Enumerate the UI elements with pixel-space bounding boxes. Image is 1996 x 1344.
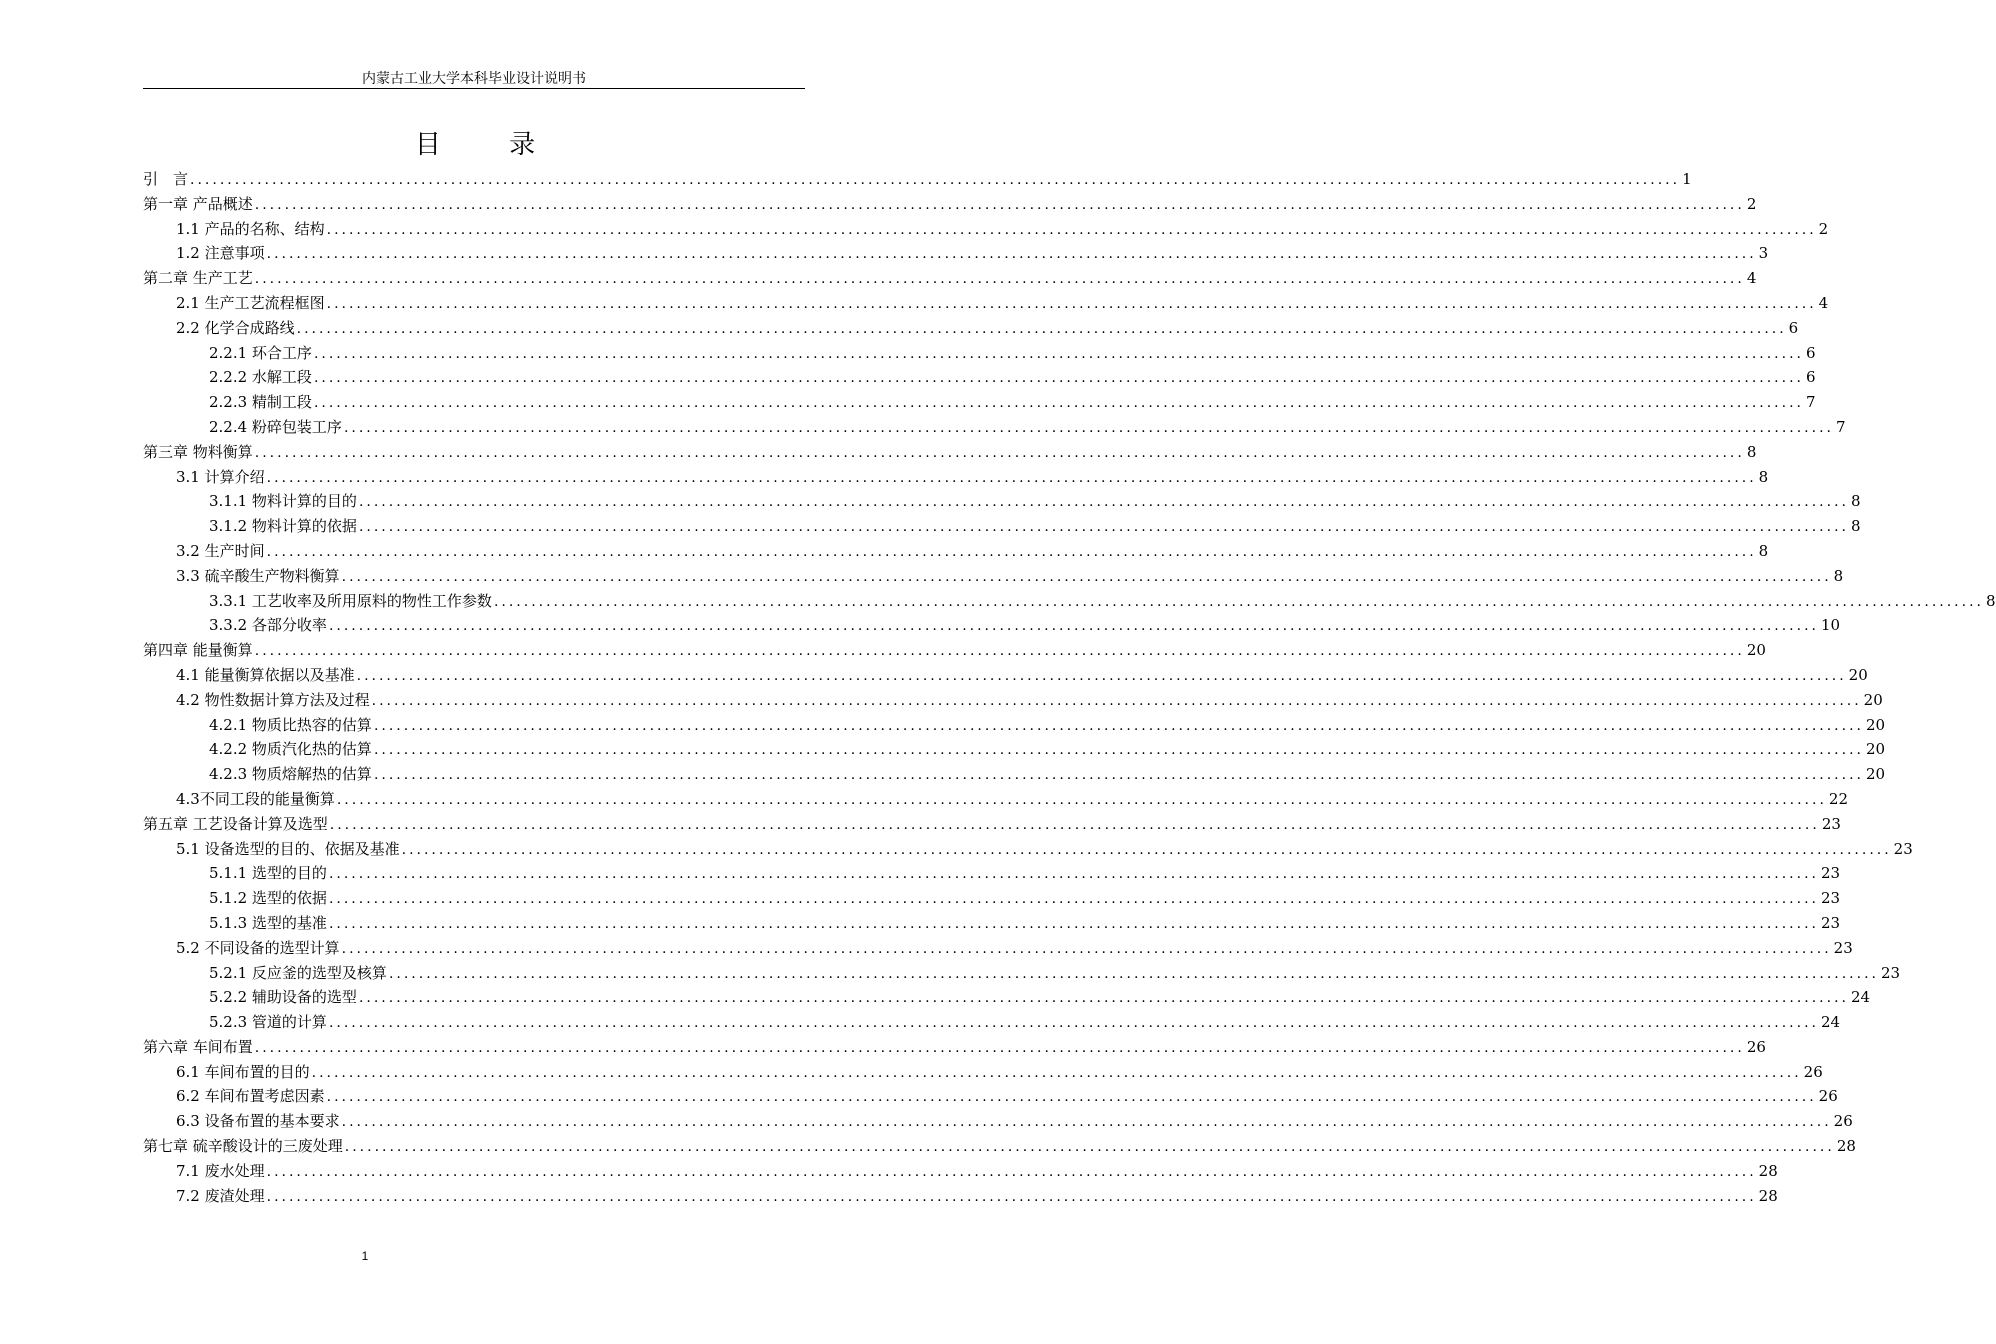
toc-dot-leader: ........................................................................................................................................................................................................ — [266, 1188, 1757, 1205]
toc-entry-page: 22 — [1828, 789, 1848, 808]
toc-dot-leader: ........................................................................................................................................................................................................ — [336, 791, 1827, 808]
header-rule — [143, 88, 805, 89]
toc-entry-label: 5.1.3 选型的基准 — [209, 913, 327, 932]
toc-entry-page: 3 — [1758, 244, 1769, 263]
toc-entry-label: 引 言 — [143, 170, 189, 188]
toc-entry-page: 26 — [1818, 1087, 1838, 1106]
toc-entry[interactable] — [143, 168, 1692, 193]
toc-entry-page: 2 — [1818, 219, 1829, 238]
toc-dot-leader: ........................................................................................................................................................................................................ — [373, 717, 1864, 734]
toc-dot-leader: ........................................................................................................................................................................................................ — [358, 494, 1849, 511]
toc-dot-leader: ........................................................................................................................................................................................................ — [328, 866, 1819, 883]
toc-entry-label: 4.1 能量衡算依据以及基准 — [176, 665, 355, 684]
toc-entry-page: 8 — [1746, 442, 1757, 461]
toc-dot-leader: ........................................................................................................................................................................................................ — [341, 568, 1832, 585]
toc-entry-page: 4 — [1818, 293, 1829, 312]
toc-entry[interactable] — [143, 838, 1913, 863]
toc-dot-leader: ........................................................................................................................................................................................................ — [358, 990, 1849, 1007]
toc-entry-label: 第六章 车间布置 — [143, 1037, 253, 1056]
toc-entry-label: 3.2 生产时间 — [176, 541, 265, 560]
toc-entry[interactable] — [143, 218, 1829, 243]
toc-entry-label: 3.3.2 各部分收率 — [209, 616, 327, 635]
toc-entry-page: 23 — [1820, 864, 1841, 883]
toc-dot-leader: ........................................................................................................................................................................................................ — [356, 667, 1847, 684]
toc-dot-leader: ........................................................................................................................................................................................................ — [190, 172, 1681, 188]
toc-entry-page: 2 — [1746, 194, 1757, 213]
toc-dot-leader: ........................................................................................................................................................................................................ — [266, 469, 1757, 486]
toc-dot-leader: ........................................................................................................................................................................................................ — [313, 345, 1804, 362]
toc-dot-leader: ........................................................................................................................................................................................................ — [254, 271, 1745, 288]
toc-entry[interactable] — [143, 664, 1868, 689]
toc-entry-page: 10 — [1820, 616, 1841, 635]
toc-entry-page: 23 — [1820, 913, 1841, 932]
toc-dot-leader: ........................................................................................................................................................................................................ — [344, 1139, 1835, 1156]
toc-dot-leader: ........................................................................................................................................................................................................ — [328, 618, 1819, 635]
toc-entry[interactable] — [143, 1135, 1856, 1160]
toc-entry[interactable] — [143, 614, 1841, 639]
toc-entry[interactable] — [143, 862, 1841, 887]
toc-entry-label: 5.1.1 选型的目的 — [209, 864, 327, 883]
toc-entry[interactable] — [143, 738, 1886, 763]
toc-entry[interactable] — [143, 193, 1757, 218]
toc-entry-label: 2.2.1 环合工序 — [209, 343, 312, 362]
toc-entry-page: 26 — [1746, 1037, 1766, 1056]
toc-entry-label: 4.2.3 物质熔解热的估算 — [209, 765, 372, 784]
toc-entry-label: 7.2 废渣处理 — [176, 1186, 265, 1205]
toc-dot-leader: ........................................................................................................................................................................................................ — [329, 816, 1820, 833]
toc-entry-label: 5.1.2 选型的依据 — [209, 889, 327, 908]
toc-entry-label: 5.2.3 管道的计算 — [209, 1013, 327, 1032]
toc-dot-leader: ........................................................................................................................................................................................................ — [328, 1015, 1819, 1032]
toc-entry[interactable] — [143, 1160, 1778, 1185]
toc-entry-page: 20 — [1848, 665, 1868, 684]
toc-entry-page: 24 — [1850, 988, 1871, 1007]
toc-entry-label: 5.1 设备选型的目的、依据及基准 — [176, 839, 400, 858]
toc-entry-label: 第七章 硫辛酸设计的三废处理 — [143, 1137, 343, 1156]
toc-dot-leader: ........................................................................................................................................................................................................ — [254, 643, 1745, 660]
toc-entry-page: 1 — [1682, 170, 1692, 188]
toc-entry[interactable] — [143, 1085, 1838, 1110]
toc-entry[interactable] — [143, 267, 1757, 292]
toc-entry-page: 7 — [1805, 393, 1816, 412]
toc-entry-label: 7.1 废水处理 — [176, 1161, 265, 1180]
toc-entry-label: 2.2 化学合成路线 — [176, 318, 295, 337]
toc-entry-page: 8 — [1850, 492, 1861, 511]
toc-entry[interactable] — [143, 912, 1841, 937]
toc-entry-page: 20 — [1863, 690, 1883, 709]
toc-entry-page: 4 — [1746, 269, 1757, 288]
toc-entry[interactable] — [143, 590, 1996, 615]
toc-dot-leader: ........................................................................................................................................................................................................ — [311, 1064, 1802, 1081]
toc-dot-leader: ........................................................................................................................................................................................................ — [373, 742, 1864, 759]
toc-dot-leader: ........................................................................................................................................................................................................ — [266, 543, 1757, 560]
page-number: 1 — [361, 1249, 369, 1263]
toc-dot-leader: ........................................................................................................................................................................................................ — [343, 419, 1834, 436]
toc-entry-label: 第五章 工艺设备计算及选型 — [143, 814, 328, 833]
toc-entry-label: 6.2 车间布置考虑因素 — [176, 1087, 325, 1106]
toc-entry-page: 26 — [1803, 1062, 1823, 1081]
toc-dot-leader: ........................................................................................................................................................................................................ — [341, 1114, 1832, 1131]
toc-entry[interactable] — [143, 242, 1769, 267]
toc-entry[interactable] — [143, 1036, 1766, 1061]
toc-entry[interactable] — [143, 813, 1841, 838]
toc-entry-page: 23 — [1820, 889, 1841, 908]
toc-entry-page: 8 — [1833, 566, 1844, 585]
toc-dot-leader: ........................................................................................................................................................................................................ — [326, 295, 1817, 312]
toc-entry-label: 5.2 不同设备的选型计算 — [176, 938, 340, 957]
toc-entry[interactable] — [143, 1110, 1853, 1135]
toc-entry[interactable] — [143, 763, 1886, 788]
toc-entry-page: 20 — [1865, 715, 1886, 734]
toc-entry-label: 5.2.1 反应釜的选型及核算 — [209, 963, 387, 982]
toc-entry-label: 6.3 设备布置的基本要求 — [176, 1112, 340, 1131]
toc-entry-label: 第四章 能量衡算 — [143, 641, 253, 660]
toc-entry-label: 2.2.2 水解工段 — [209, 368, 312, 387]
toc-entry-label: 4.2 物性数据计算方法及过程 — [176, 690, 370, 709]
toc-dot-leader: ........................................................................................................................................................................................................ — [341, 940, 1832, 957]
toc-dot-leader: ........................................................................................................................................................................................................ — [328, 891, 1819, 908]
toc-dot-leader: ........................................................................................................................................................................................................ — [254, 1039, 1745, 1056]
toc-entry-page: 28 — [1758, 1186, 1778, 1205]
toc-entry[interactable] — [143, 1011, 1841, 1036]
toc-entry-page: 23 — [1821, 814, 1841, 833]
toc-entry[interactable] — [143, 788, 1848, 813]
toc-entry[interactable] — [143, 887, 1841, 912]
toc-dot-leader: ........................................................................................................................................................................................................ — [326, 1089, 1817, 1106]
toc-entry[interactable] — [143, 1061, 1823, 1086]
toc-entry-page: 23 — [1880, 963, 1901, 982]
toc-entry-label: 第二章 生产工艺 — [143, 269, 253, 288]
toc-dot-leader: ........................................................................................................................................................................................................ — [296, 320, 1787, 337]
toc-entry-label: 4.2.2 物质汽化热的估算 — [209, 740, 372, 759]
toc-entry-page: 20 — [1865, 765, 1886, 784]
toc-entry[interactable] — [143, 540, 1769, 565]
toc-dot-leader: ........................................................................................................................................................................................................ — [358, 519, 1849, 536]
toc-entry-label: 2.2.3 精制工段 — [209, 393, 312, 412]
toc-entry-label: 5.2.2 辅助设备的选型 — [209, 988, 357, 1007]
toc-entry[interactable] — [143, 986, 1871, 1011]
toc-entry-page: 28 — [1758, 1161, 1778, 1180]
toc-entry[interactable] — [143, 937, 1853, 962]
toc-dot-leader: ........................................................................................................................................................................................................ — [266, 1163, 1757, 1180]
toc-entry-page: 26 — [1833, 1112, 1853, 1131]
toc-entry-page: 23 — [1833, 938, 1853, 957]
toc-entry-page: 8 — [1758, 467, 1769, 486]
toc-entry-label: 4.3不同工段的能量衡算 — [176, 789, 335, 808]
toc-entry[interactable] — [143, 441, 1757, 466]
table-of-contents — [143, 168, 1996, 1209]
toc-entry[interactable] — [143, 342, 1816, 367]
toc-entry[interactable] — [143, 366, 1816, 391]
toc-dot-leader: ........................................................................................................................................................................................................ — [326, 221, 1817, 238]
toc-dot-leader: ........................................................................................................................................................................................................ — [266, 246, 1757, 263]
toc-entry-label: 第一章 产品概述 — [143, 194, 253, 213]
toc-dot-leader: ........................................................................................................................................................................................................ — [373, 767, 1864, 784]
toc-dot-leader: ........................................................................................................................................................................................................ — [254, 196, 1745, 213]
toc-entry-label: 2.2.4 粉碎包装工序 — [209, 417, 342, 436]
toc-entry-page: 7 — [1835, 417, 1846, 436]
toc-entry-page: 6 — [1805, 343, 1816, 362]
toc-entry[interactable] — [143, 416, 1846, 441]
toc-entry[interactable] — [143, 391, 1816, 416]
toc-dot-leader: ........................................................................................................................................................................................................ — [401, 841, 1892, 858]
toc-entry-label: 4.2.1 物质比热容的估算 — [209, 715, 372, 734]
toc-dot-leader: ........................................................................................................................................................................................................ — [371, 692, 1862, 709]
page-header: 内蒙古工业大学本科毕业设计说明书 — [362, 71, 586, 87]
toc-entry[interactable] — [143, 565, 1844, 590]
toc-entry-label: 第三章 物料衡算 — [143, 442, 253, 461]
toc-title: 目 录 — [414, 130, 566, 160]
toc-entry[interactable] — [143, 490, 1861, 515]
toc-entry-page: 20 — [1865, 740, 1886, 759]
toc-dot-leader: ........................................................................................................................................................................................................ — [313, 370, 1804, 387]
toc-entry-label: 1.2 注意事项 — [176, 244, 265, 263]
toc-dot-leader: ........................................................................................................................................................................................................ — [313, 395, 1804, 412]
toc-entry-label: 3.3 硫辛酸生产物料衡算 — [176, 566, 340, 585]
toc-entry[interactable] — [143, 1185, 1778, 1210]
toc-entry-label: 3.1.2 物料计算的依据 — [209, 517, 357, 536]
toc-entry-label: 3.3.1 工艺收率及所用原料的物性工作参数 — [209, 591, 492, 610]
toc-entry-label: 3.1 计算介绍 — [176, 467, 265, 486]
toc-entry-page: 6 — [1788, 318, 1799, 337]
toc-entry-page: 8 — [1758, 541, 1769, 560]
toc-entry-label: 2.1 生产工艺流程框图 — [176, 293, 325, 312]
toc-entry[interactable] — [143, 292, 1829, 317]
toc-entry[interactable] — [143, 515, 1861, 540]
toc-dot-leader: ........................................................................................................................................................................................................ — [493, 593, 1984, 610]
toc-entry-label: 3.1.1 物料计算的目的 — [209, 492, 357, 511]
toc-dot-leader: ........................................................................................................................................................................................................ — [328, 915, 1819, 932]
toc-dot-leader: ........................................................................................................................................................................................................ — [254, 444, 1745, 461]
toc-entry-page: 20 — [1746, 641, 1766, 660]
toc-entry-page: 6 — [1805, 368, 1816, 387]
toc-entry-page: 8 — [1985, 591, 1996, 610]
toc-entry-label: 1.1 产品的名称、结构 — [176, 219, 325, 238]
toc-dot-leader: ........................................................................................................................................................................................................ — [388, 965, 1879, 982]
toc-entry-label: 6.1 车间布置的目的 — [176, 1062, 310, 1081]
toc-entry[interactable] — [143, 317, 1799, 342]
toc-entry[interactable] — [143, 466, 1769, 491]
toc-entry[interactable] — [143, 689, 1883, 714]
toc-entry-page: 24 — [1820, 1013, 1841, 1032]
toc-entry-page: 23 — [1893, 839, 1913, 858]
toc-entry-page: 28 — [1836, 1137, 1856, 1156]
toc-entry-page: 8 — [1850, 517, 1861, 536]
toc-entry[interactable] — [143, 714, 1886, 739]
toc-entry[interactable] — [143, 639, 1766, 664]
toc-entry[interactable] — [143, 962, 1901, 987]
